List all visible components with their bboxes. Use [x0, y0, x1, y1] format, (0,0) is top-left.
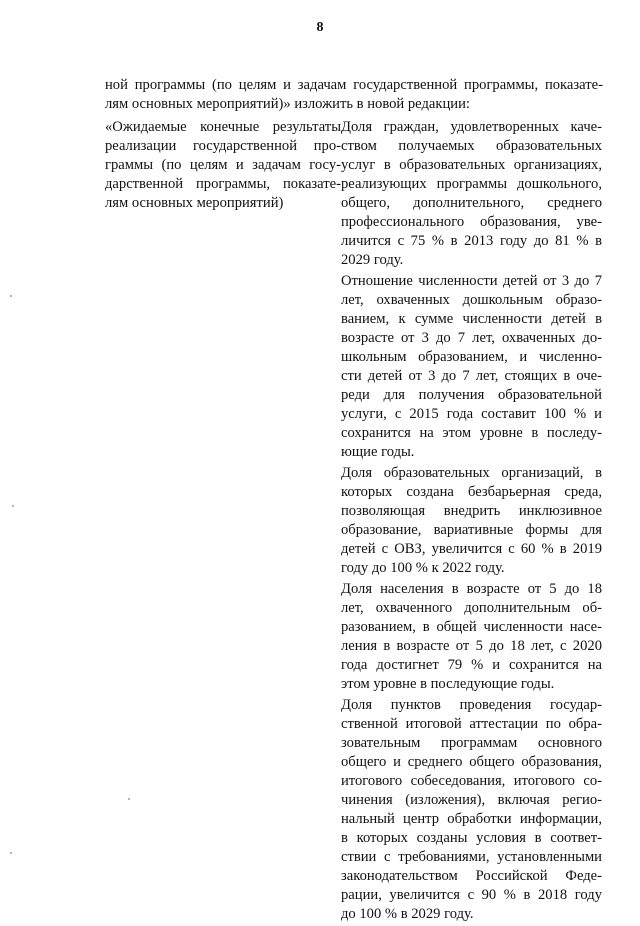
text-line: услуги, с 2015 года составит 100 % и	[341, 406, 602, 422]
scan-speck	[128, 798, 130, 800]
text-line: лям основных мероприятий)» изложить в новой редакции:	[105, 96, 470, 112]
text-line: реализации государственной про-	[105, 138, 341, 154]
text-line: году до 100 % к 2022 году.	[341, 560, 505, 576]
scan-speck	[10, 852, 12, 854]
text-line: детей с ОВЗ, увеличится с 60 % в 2019	[341, 541, 602, 557]
text-line: образование, вариативные формы для	[341, 522, 602, 538]
text-line: рации, увеличится с 90 % в 2018 году	[341, 887, 602, 903]
text-line: ющие годы.	[341, 444, 415, 460]
intro-paragraph	[105, 76, 603, 114]
text-line: 2029 году.	[341, 252, 404, 268]
result-paragraph	[341, 580, 602, 694]
text-line: общего, дополнительного, среднего	[341, 195, 602, 211]
text-line: Доля пунктов проведения государ-	[341, 697, 602, 713]
table-right-cell	[341, 118, 602, 926]
text-line: Доля граждан, удовлетворенных каче-	[341, 119, 602, 135]
text-line: позволяющая внедрить инклюзивное	[341, 503, 602, 519]
text-line: которых создана безбарьерная среда,	[341, 484, 602, 500]
text-line: лет, охваченного дополнительным об-	[341, 600, 602, 616]
text-line: школьным образованием, и численно-	[341, 349, 602, 365]
text-line: реди для получения образовательной	[341, 387, 602, 403]
result-paragraph	[341, 464, 602, 578]
text-line: чинения (изложения), включая регио-	[341, 792, 602, 808]
text-line: ственной итоговой аттестации по обра-	[341, 716, 602, 732]
text-line: общего и среднего общего образования,	[341, 754, 602, 770]
text-line: Доля населения в возрасте от 5 до 18	[341, 581, 602, 597]
text-line: лет, охваченных дошкольным образо-	[341, 292, 602, 308]
scan-speck	[10, 295, 12, 297]
result-paragraph	[341, 696, 602, 924]
text-line: этом уровне в последующие годы.	[341, 676, 555, 692]
text-line: Отношение численности детей от 3 до 7	[341, 273, 602, 289]
text-line: реализующих программы дошкольного,	[341, 176, 602, 192]
text-line: сохранится на этом уровне в последу-	[341, 425, 602, 441]
text-line: ством получаемых образовательных	[341, 138, 602, 154]
text-line: ной программы (по целям и задачам государственной программы, показате-	[105, 77, 603, 93]
text-line: «Ожидаемые конечные результаты	[105, 119, 341, 135]
scan-speck	[12, 505, 14, 507]
text-line: Доля образовательных организаций, в	[341, 465, 602, 481]
text-line: в которых созданы условия в соответ-	[341, 830, 602, 846]
text-line: итогового собеседования, итогового со-	[341, 773, 602, 789]
text-line: нальный центр обработки информации,	[341, 811, 602, 827]
result-paragraph	[341, 272, 602, 462]
text-line: лям основных мероприятий)	[105, 195, 284, 211]
text-line: ствии с требованиями, установленными	[341, 849, 602, 865]
text-line: ления в возрасте от 5 до 18 лет, с 2020	[341, 638, 602, 654]
text-line: граммы (по целям и задачам госу-	[105, 157, 341, 173]
text-line: услуг в образовательных организациях,	[341, 157, 602, 173]
text-line: возрасте от 3 до 7 лет, охваченных до-	[341, 330, 602, 346]
text-line: ванием, к сумме численности детей в	[341, 311, 602, 327]
text-line: зовательным программам основного	[341, 735, 602, 751]
text-line: сти детей от 3 до 7 лет, стоящих в оче-	[341, 368, 602, 384]
page-number: 8	[316, 20, 324, 35]
text-line: личится с 75 % в 2013 году до 81 % в	[341, 233, 602, 249]
text-line: года достигнет 79 % и сохранится на	[341, 657, 602, 673]
text-line: до 100 % в 2029 году.	[341, 906, 474, 922]
table-left-cell	[105, 118, 341, 213]
text-line: дарственной программы, показате-	[105, 176, 341, 192]
text-line: разованием, в общей численности насе-	[341, 619, 602, 635]
text-line: законодательством Российской Феде-	[341, 868, 602, 884]
text-line: профессионального образования, уве-	[341, 214, 602, 230]
result-paragraph	[341, 118, 602, 270]
